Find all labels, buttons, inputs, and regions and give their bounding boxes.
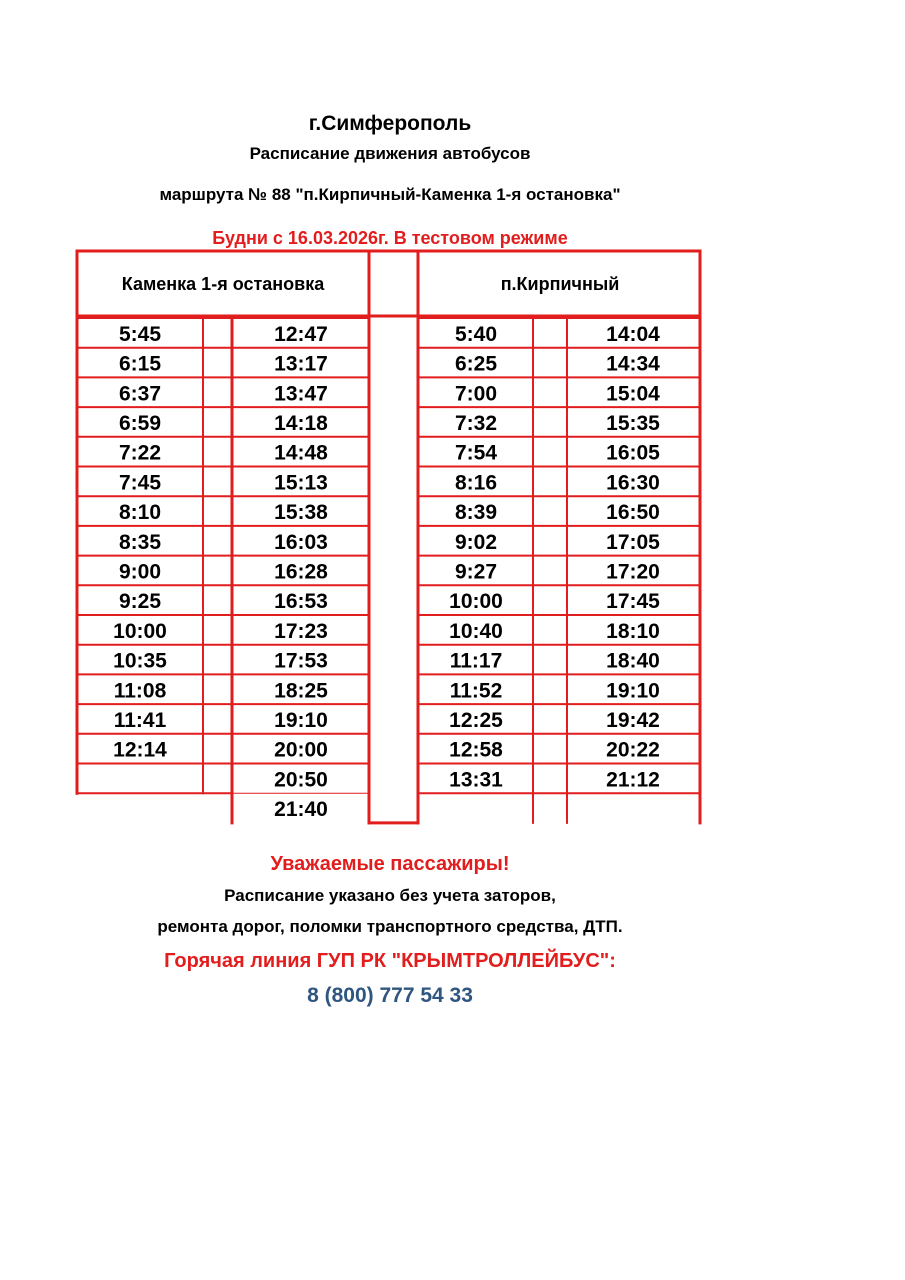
right-col1-time-15: 12:58 [449, 738, 503, 762]
left-col1-time-8: 8:35 [118, 530, 162, 554]
left-col2-time-8: 16:03 [274, 530, 328, 554]
right-col1-time-8: 9:02 [454, 530, 498, 554]
left-col1-time-5: 7:22 [118, 441, 162, 465]
left-col2-time-11: 17:23 [274, 619, 328, 643]
left-col2-time-2: 13:17 [274, 352, 328, 376]
right-table-title: п.Кирпичный [500, 274, 620, 294]
right-col1-time-5: 7:54 [454, 441, 498, 465]
right-col1-time-11: 10:40 [449, 619, 503, 643]
right-col2-time-5: 16:05 [606, 441, 660, 465]
city-title: г.Симферополь [308, 112, 472, 135]
left-col2-time-1: 12:47 [274, 322, 328, 346]
left-col2-time-3: 13:47 [274, 382, 328, 406]
right-col2-time-3: 15:04 [606, 382, 660, 406]
left-col1-time-1: 5:45 [118, 322, 162, 346]
right-col1-time-16: 13:31 [449, 768, 503, 792]
right-col1-time-7: 8:39 [454, 501, 498, 525]
left-col2-time-12: 17:53 [274, 649, 328, 673]
right-col2-time-2: 14:34 [606, 352, 660, 376]
notice-line-2: ремонта дорог, поломки транспортного средства, ДТП. [157, 917, 623, 936]
hotline-phone: 8 (800) 777 54 33 [307, 984, 473, 1007]
right-col2-time-9: 17:20 [606, 560, 660, 584]
right-col2-time-7: 16:50 [606, 501, 660, 525]
right-col2-time-10: 17:45 [606, 590, 660, 614]
left-col2-time-14: 19:10 [274, 708, 328, 732]
left-col2-time-16: 20:50 [274, 768, 328, 792]
right-col1-time-14: 12:25 [449, 708, 503, 732]
left-col1-time-15: 12:14 [113, 738, 167, 762]
schedule-mode: Будни с 16.03.2026г. В тестовом режиме [212, 228, 568, 248]
left-col1-time-7: 8:10 [118, 501, 162, 525]
right-col2-time-8: 17:05 [606, 530, 660, 554]
left-col1-time-10: 9:25 [118, 590, 162, 614]
left-col1-time-9: 9:00 [118, 560, 162, 584]
left-col2-time-7: 15:38 [274, 501, 328, 525]
right-col1-time-12: 11:17 [449, 649, 503, 673]
right-col1-time-2: 6:25 [454, 352, 498, 376]
right-col1-time-3: 7:00 [454, 382, 498, 406]
left-col2-time-15: 20:00 [274, 738, 328, 762]
right-col2-time-13: 19:10 [606, 679, 660, 703]
left-col2-time-5: 14:48 [274, 441, 328, 465]
right-col1-time-6: 8:16 [454, 471, 498, 495]
right-col2-time-12: 18:40 [606, 649, 660, 673]
right-col1-time-13: 11:52 [449, 679, 503, 703]
left-col2-time-6: 15:13 [274, 471, 328, 495]
right-col2-time-11: 18:10 [606, 619, 660, 643]
left-col1-time-11: 10:00 [113, 619, 167, 643]
right-col2-time-6: 16:30 [606, 471, 660, 495]
right-col2-time-16: 21:12 [606, 768, 660, 792]
right-col1-time-9: 9:27 [454, 560, 498, 584]
right-col2-time-14: 19:42 [606, 708, 660, 732]
left-col1-time-4: 6:59 [118, 411, 162, 435]
left-col1-time-13: 11:08 [113, 679, 167, 703]
left-col1-time-2: 6:15 [118, 352, 162, 376]
right-col2-time-1: 14:04 [606, 322, 660, 346]
left-col2-time-10: 16:53 [274, 590, 328, 614]
schedule-subtitle: Расписание движения автобусов [249, 144, 531, 163]
left-col1-time-3: 6:37 [118, 382, 162, 406]
right-col1-time-4: 7:32 [454, 411, 498, 435]
right-col1-time-1: 5:40 [454, 322, 498, 346]
left-col2-time-9: 16:28 [274, 560, 328, 584]
left-col2-time-4: 14:18 [274, 411, 328, 435]
left-col2-time-17: 21:40 [274, 798, 328, 822]
left-table-title: Каменка 1-я остановка [121, 274, 325, 294]
left-col2-time-13: 18:25 [274, 679, 328, 703]
right-col2-time-15: 20:22 [606, 738, 660, 762]
left-col1-time-14: 11:41 [113, 708, 167, 732]
right-col1-time-10: 10:00 [449, 590, 503, 614]
route-title: маршрута № 88 "п.Кирпичный-Каменка 1-я остановка" [159, 185, 621, 204]
passengers-greeting: Уважаемые пассажиры! [270, 853, 510, 875]
left-col1-time-6: 7:45 [118, 471, 162, 495]
left-col1-time-12: 10:35 [113, 649, 167, 673]
notice-line-1: Расписание указано без учета заторов, [224, 886, 556, 905]
right-col2-time-4: 15:35 [606, 411, 660, 435]
hotline-label: Горячая линия ГУП РК "КРЫМТРОЛЛЕЙБУС": [164, 950, 616, 972]
